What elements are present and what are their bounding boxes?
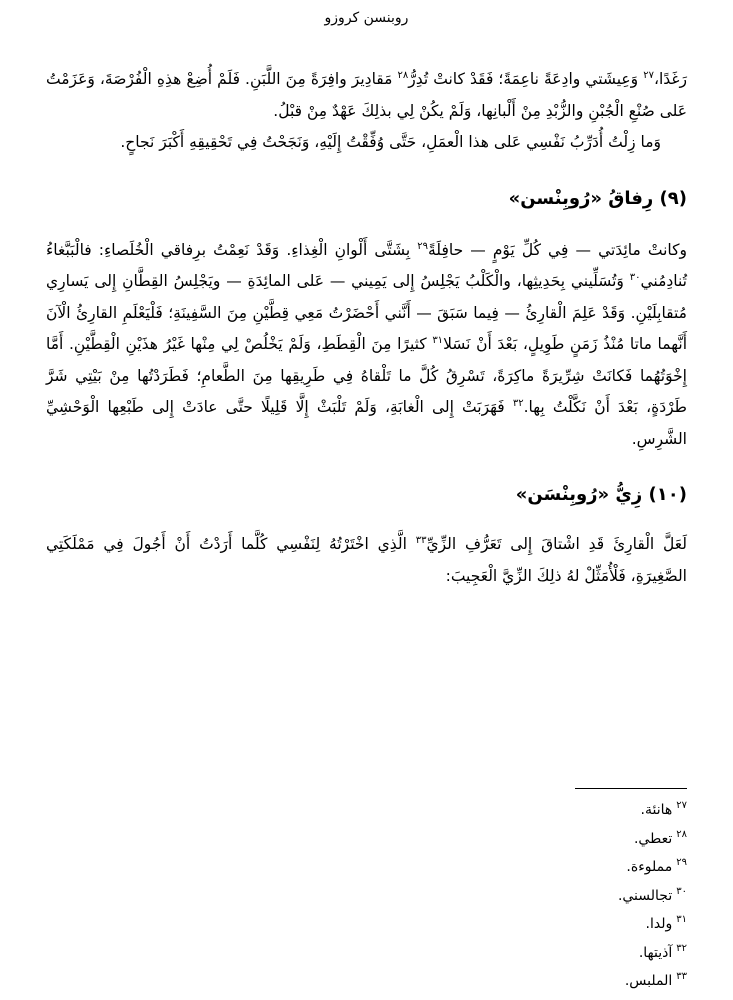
footnotes-list bbox=[46, 796, 687, 996]
section-10-heading: (١٠) زِيُّ «رُوبِنْسَن» bbox=[515, 484, 687, 505]
running-header: روبنسن كروزو bbox=[324, 10, 409, 26]
section-10-paragraph bbox=[46, 529, 687, 592]
footnote-ref-29[interactable]: ٢٩ bbox=[417, 240, 428, 252]
section-9-paragraph bbox=[46, 235, 687, 456]
section-9-heading: (٩) رِفاقُ «رُوبِنْسن» bbox=[508, 187, 687, 209]
footnote-number: ٢٩ bbox=[676, 857, 687, 869]
body-text bbox=[46, 64, 687, 592]
footnote-ref-27[interactable]: ٢٧ bbox=[643, 69, 654, 81]
footnote-text: هانئة. bbox=[640, 802, 673, 818]
footnote-divider bbox=[575, 788, 687, 789]
text-run: وَتُسَلِّيني بِحَدِيثِها، والْكَلْبُ يَجْلِسُ إِلى يَمِيني — عَلى المائِدَةِ — ويَجْلِسُ القِطَّانِ إِلى يَسارِي مُتقابِلَيْنِ. وَقَدْ عَلِمَ الْقارِئُ — فِيما سَبَقَ — أَنَّني أَحْضَرْتُ مَعِي قِطَّيْنِ مِنَ السَّفِينَةِ؛ فَلْيَعْلَمِ القارِئُ الْآنَ أَنَّهما ماتا مُنْذُ زَمَنٍ طَوِيلٍ، بَعْدَ أَنْ نَسَلا bbox=[46, 272, 687, 353]
intro-paragraph-2: وَما زِلْتُ أُدَرِّبُ نَفْسِي عَلى هذا الْعمَلِ، حَتَّى وُفِّقْتُ إِلَيْهِ، وَنَجَحْتُ فِي تَحْقِيقِهِ أَكْبَرَ نَجاحٍ. bbox=[120, 133, 661, 151]
footnote-number: ٣١ bbox=[676, 914, 687, 926]
text-run: وكانتْ مائِدَتي — فِي كُلِّ يَوْمٍ — حافِلَةً bbox=[428, 240, 687, 259]
footnote-number: ٢٧ bbox=[676, 800, 687, 812]
text-run: وَعِيشَتي وادِعَةً ناعِمَةً؛ فَقَدْ كانتْ تُدِرُّ bbox=[408, 70, 644, 88]
footnote-ref-30[interactable]: ٣٠ bbox=[629, 271, 641, 283]
footnote-item bbox=[46, 853, 687, 882]
footnote-text: تعطي. bbox=[633, 830, 673, 847]
footnote-text: مملوءة. bbox=[626, 859, 673, 875]
footnote-number: ٣٣ bbox=[676, 971, 687, 983]
footnote-text: ولدا. bbox=[645, 916, 673, 932]
text-run: رَغَدًا، bbox=[653, 70, 688, 88]
footnote-ref-33[interactable]: ٣٣ bbox=[415, 534, 427, 546]
text-run: الَّذِي اخْتَرْتُهُ لِنَفْسِي كُلَّما أَرَدْتُ أَنْ أَجُولَ فِي مَمْلَكَتِي الصَّغِيرَةِ، فَلْأُمَثِّلْ لهُ ذلِكَ الزِّيَّ الْعَجِيبَ: bbox=[46, 535, 687, 585]
footnote-item bbox=[46, 910, 687, 939]
footnote-number: ٣٢ bbox=[676, 942, 687, 954]
intro-paragraph-1 bbox=[46, 64, 687, 127]
text-run: بِشَتَّى أَلْوانِ الْغِذاءِ. وَقَدْ نَعِمْتُ برِفاقي الْخُلَصاءِ: فالْبَبَّغاءُ تُنادِمُني bbox=[46, 240, 687, 290]
footnote-number: ٣٠ bbox=[676, 885, 687, 897]
footnote-item bbox=[46, 796, 687, 825]
footnote-item bbox=[46, 967, 687, 996]
footnote-ref-28[interactable]: ٢٨ bbox=[397, 69, 409, 81]
footnote-number: ٢٨ bbox=[676, 828, 687, 840]
text-run: فَهَرَبَتْ إِلى الْغابَةِ، وَلَمْ تَلْبَثْ إِلَّا قَلِيلًا حتَّى عادَتْ إِلى طَبْعِها الْوَحْشِيِّ الشَّرِسِ. bbox=[46, 398, 687, 448]
footnote-text: آذيتها. bbox=[638, 944, 673, 961]
text-run: مَقادِيرَ وافِرَةً مِنَ اللَّبَنِ. فَلَمْ أُضِعْ هذِهِ الْفُرْصَةَ، وَعَزَمْتُ عَلى صُنْعِ الْجُبْنِ والزُّبْدِ مِنْ أَلْبانِها، وَلَمْ يكُنْ لِي بذلِكَ عَهْدٌ مِنْ قبْلُ. bbox=[46, 70, 687, 120]
footnote-item bbox=[46, 825, 687, 854]
footnote-text: الملبس. bbox=[624, 973, 673, 989]
footnote-item bbox=[46, 939, 687, 968]
footnote-ref-32[interactable]: ٣٢ bbox=[512, 397, 524, 409]
footnote-ref-31[interactable]: ٣١ bbox=[432, 334, 444, 346]
text-run: كثيرًا مِنَ الْقِطَطِ، وَلَمْ يَخْلُصْ لِي مِنْها غَيْرُ هذَيْنِ الْقِطَّيْنِ. أَمَّا إِخْوَتُهُما فَكانَتْ شِرِّيرَةً ماكِرَةً، تَسْرِقُ كُلَّ ما تَلْقاهُ فِي طَرِيقِها مِنَ الطَّعامِ؛ فَطَرَدْتُها مِنْ بَيْتِي شَرَّ طَرْدَةٍ، بَعْدَ أَنْ نَكَّلْتُ بِها. bbox=[46, 335, 687, 416]
footnote-item bbox=[46, 882, 687, 911]
text-run: لَعَلَّ الْقارِئَ قَدِ اشْتاقَ إِلى تَعَرُّفِ الزِّيِّ bbox=[426, 535, 687, 553]
footnote-text: تجالسني. bbox=[617, 887, 673, 904]
